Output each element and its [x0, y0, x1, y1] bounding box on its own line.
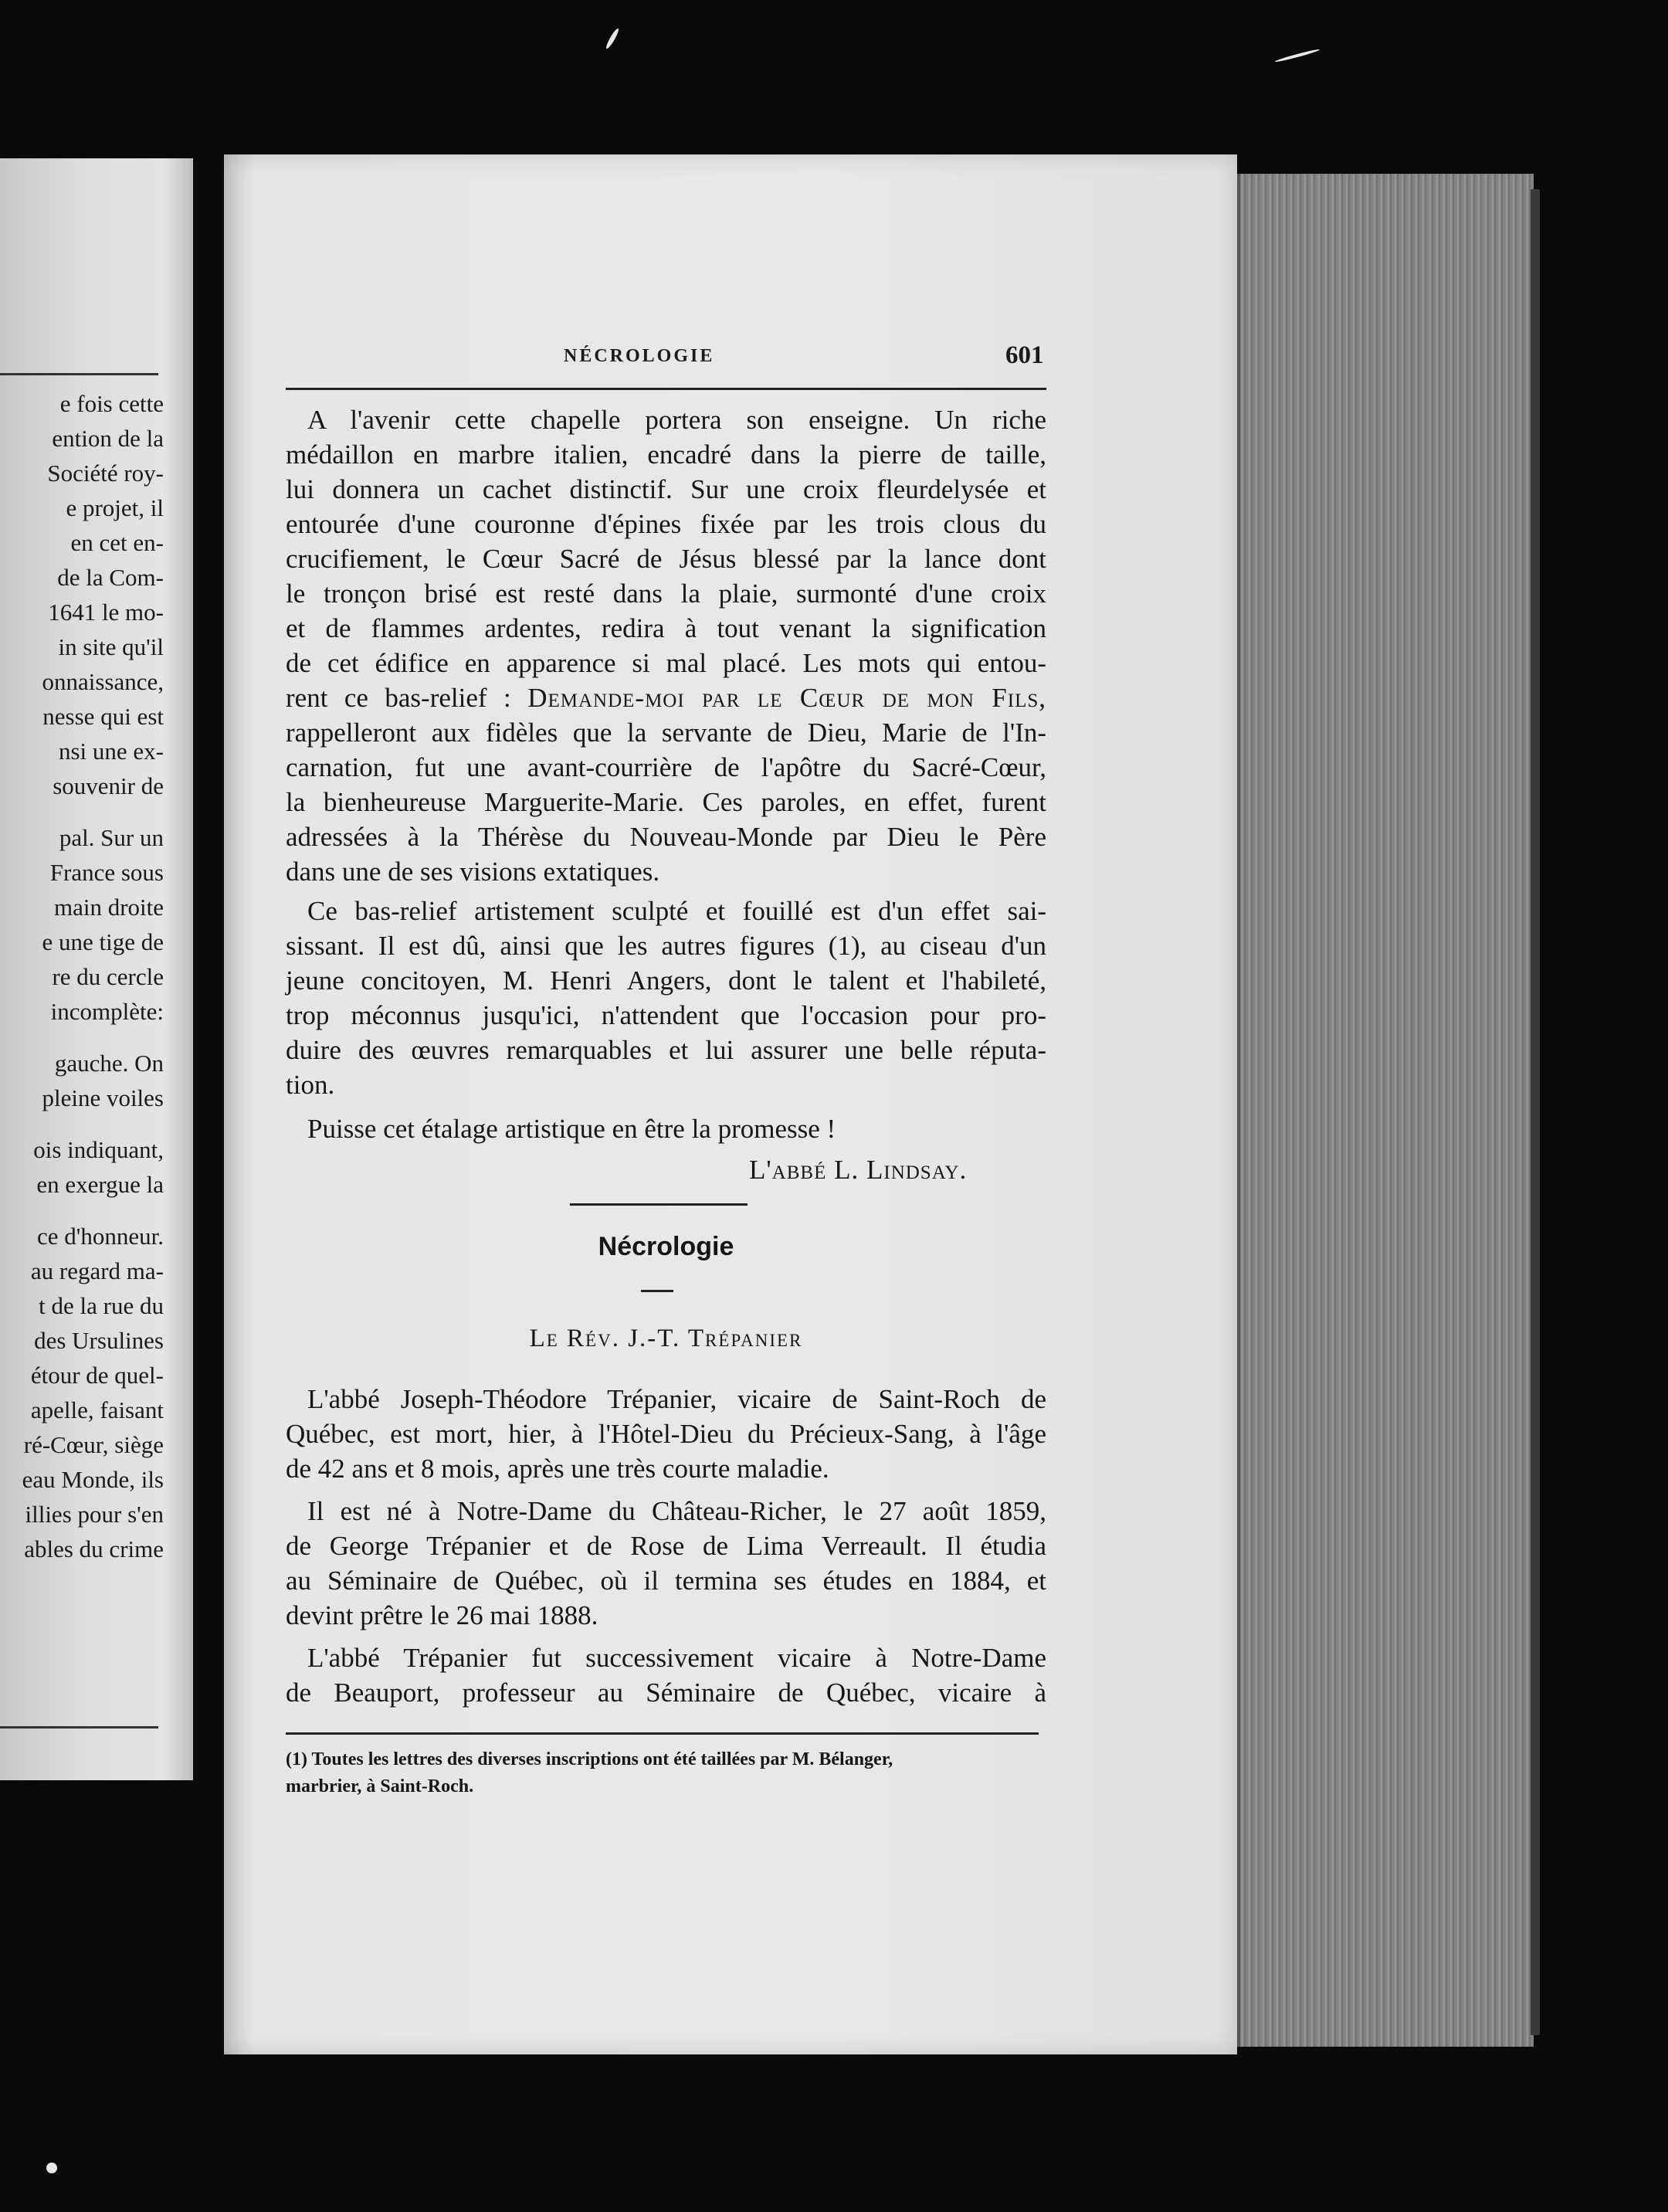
- text-line: Il est né à Notre-Dame du Château-Richer, le 27 août 1859,: [307, 1496, 1046, 1526]
- text-line: lui donnera un cachet distinctif. Sur une croix fleurdelysée et: [286, 474, 1046, 504]
- book-fore-edge: [1237, 174, 1534, 2047]
- left-page-line: gauche. On: [54, 1050, 164, 1077]
- text-line: de 42 ans et 8 mois, après une très courte maladie.: [286, 1454, 829, 1484]
- scan-speck: [1275, 48, 1320, 63]
- text-line: la bienheureuse Marguerite-Marie. Ces paroles, en effet, furent: [286, 787, 1046, 817]
- left-page-line: des Ursulines: [34, 1327, 164, 1354]
- text-line: de Beauport, professeur au Séminaire de Québec, vicaire à: [286, 1678, 1046, 1708]
- section-title: Nécrologie: [598, 1232, 734, 1261]
- footnote-line: (1) Toutes les lettres des diverses inscriptions ont été taillées par M. Bélanger,: [286, 1749, 893, 1769]
- text-line: trop méconnus jusqu'ici, n'attendent que l'occasion pour pro-: [286, 1000, 1046, 1030]
- left-page-line: ce d'honneur.: [37, 1223, 164, 1250]
- left-page-line: ention de la: [52, 425, 164, 452]
- text-line: le tronçon brisé est resté dans la plaie, surmonté d'une croix: [286, 578, 1046, 609]
- text-line: duire des œuvres remarquables et lui assurer une belle réputa-: [286, 1035, 1046, 1065]
- left-page-header-rule: [0, 373, 158, 375]
- text-line: de George Trépanier et de Rose de Lima Verreault. Il étudia: [286, 1531, 1046, 1561]
- signature-text: L'abbé L. Lindsay.: [749, 1155, 968, 1185]
- text-line: entourée d'une couronne d'épines fixée par les trois clous du: [286, 509, 1046, 539]
- left-page-line: étour de quel-: [30, 1362, 164, 1389]
- book-edge-shadow: [1531, 189, 1540, 2035]
- text-line: dans une de ses visions extatiques.: [286, 857, 660, 887]
- left-page-line: nesse qui est: [42, 703, 164, 730]
- motto: Demande-moi par le Cœur de mon Fils,: [527, 683, 1046, 713]
- text-line: au Séminaire de Québec, où il termina ses études en 1884, et: [286, 1566, 1046, 1596]
- text-line-with-motto: [286, 681, 1046, 715]
- scan-speck: [46, 2163, 57, 2173]
- left-page-line: illies pour s'en: [25, 1501, 164, 1528]
- left-page-line: de la Com-: [57, 564, 164, 591]
- text-line: jeune concitoyen, M. Henri Angers, dont le talent et l'habileté,: [286, 965, 1046, 996]
- left-page-line: e une tige de: [42, 928, 164, 955]
- text-line: crucifiement, le Cœur Sacré de Jésus blessé par la lance dont: [286, 544, 1046, 574]
- footnote-line: marbrier, à Saint-Roch.: [286, 1776, 474, 1796]
- left-page-line: pal. Sur un: [59, 824, 164, 851]
- left-page-line: incomplète:: [50, 998, 164, 1025]
- left-page-line: onnaissance,: [42, 668, 164, 695]
- footnote-rule: [286, 1732, 1039, 1735]
- left-page-line: 1641 le mo-: [48, 599, 164, 626]
- text-line: devint prêtre le 26 mai 1888.: [286, 1600, 598, 1630]
- left-page-line: ois indiquant,: [33, 1136, 164, 1163]
- left-page-line: pleine voiles: [42, 1084, 164, 1111]
- left-page-line: in site qu'il: [58, 633, 164, 660]
- text-line: rappelleront aux fidèles que la servante de Dieu, Marie de l'In-: [286, 718, 1046, 748]
- text-line: A l'avenir cette chapelle portera son enseigne. Un riche: [307, 405, 1046, 435]
- left-page-line: en cet en-: [70, 529, 164, 556]
- title-dash: [641, 1290, 673, 1292]
- left-page-line: e fois cette: [59, 390, 164, 417]
- obituary-subheading: Le Rév. J.-T. Trépanier: [529, 1325, 803, 1352]
- left-page-line: e projet, il: [66, 494, 164, 521]
- left-page-line: nsi une ex-: [58, 738, 164, 765]
- running-head: NÉCROLOGIE: [564, 346, 715, 366]
- text-line: sissant. Il est dû, ainsi que les autres figures (1), au ciseau d'un: [286, 931, 1046, 961]
- text-line: médaillon en marbre italien, encadré dans la pierre de taille,: [286, 439, 1046, 470]
- text-line: et de flammes ardentes, redira à tout venant la signification: [286, 613, 1046, 643]
- text-line: L'abbé Trépanier fut successivement vicaire à Notre-Dame: [307, 1643, 1046, 1673]
- text-line: Puisse cet étalage artistique en être la promesse !: [307, 1114, 836, 1144]
- left-page-line: t de la rue du: [39, 1292, 164, 1319]
- left-page-line: en exergue la: [36, 1171, 164, 1198]
- left-page-line: apelle, faisant: [30, 1396, 164, 1423]
- previous-page-fragment: [0, 158, 193, 1780]
- left-page-line: eau Monde, ils: [22, 1466, 164, 1493]
- left-page-line: souvenir de: [53, 772, 164, 799]
- text-line: adressées à la Thérèse du Nouveau-Monde par Dieu le Père: [286, 822, 1046, 852]
- left-page-line: France sous: [49, 859, 164, 886]
- text-line: de cet édifice en apparence si mal placé. Les mots qui entou-: [286, 648, 1046, 678]
- scan-speck: [605, 28, 620, 50]
- left-page-line: main droite: [53, 894, 164, 921]
- author-signature: [749, 1155, 967, 1186]
- section-separator: [570, 1203, 748, 1206]
- text-line: L'abbé Joseph-Théodore Trépanier, vicaire de Saint-Roch de: [307, 1384, 1046, 1414]
- motto-lead: rent ce bas-relief :: [286, 683, 511, 713]
- left-page-line: au regard ma-: [30, 1257, 164, 1284]
- text-line: Ce bas-relief artistement sculpté et fouillé est d'un effet sai-: [307, 896, 1046, 926]
- left-page-line: Société roy-: [47, 460, 164, 487]
- left-page-footer-rule: [0, 1726, 158, 1729]
- header-rule: [286, 388, 1046, 390]
- text-line: tion.: [286, 1070, 335, 1100]
- text-line: carnation, fut une avant-courrière de l'apôtre du Sacré-Cœur,: [286, 752, 1046, 782]
- left-page-line: ré-Cœur, siège: [23, 1431, 164, 1458]
- left-page-line: ables du crime: [24, 1535, 164, 1562]
- text-line: Québec, est mort, hier, à l'Hôtel-Dieu du Précieux-Sang, à l'âge: [286, 1419, 1046, 1449]
- left-page-line: re du cercle: [52, 963, 164, 990]
- page-number: 601: [1005, 341, 1044, 369]
